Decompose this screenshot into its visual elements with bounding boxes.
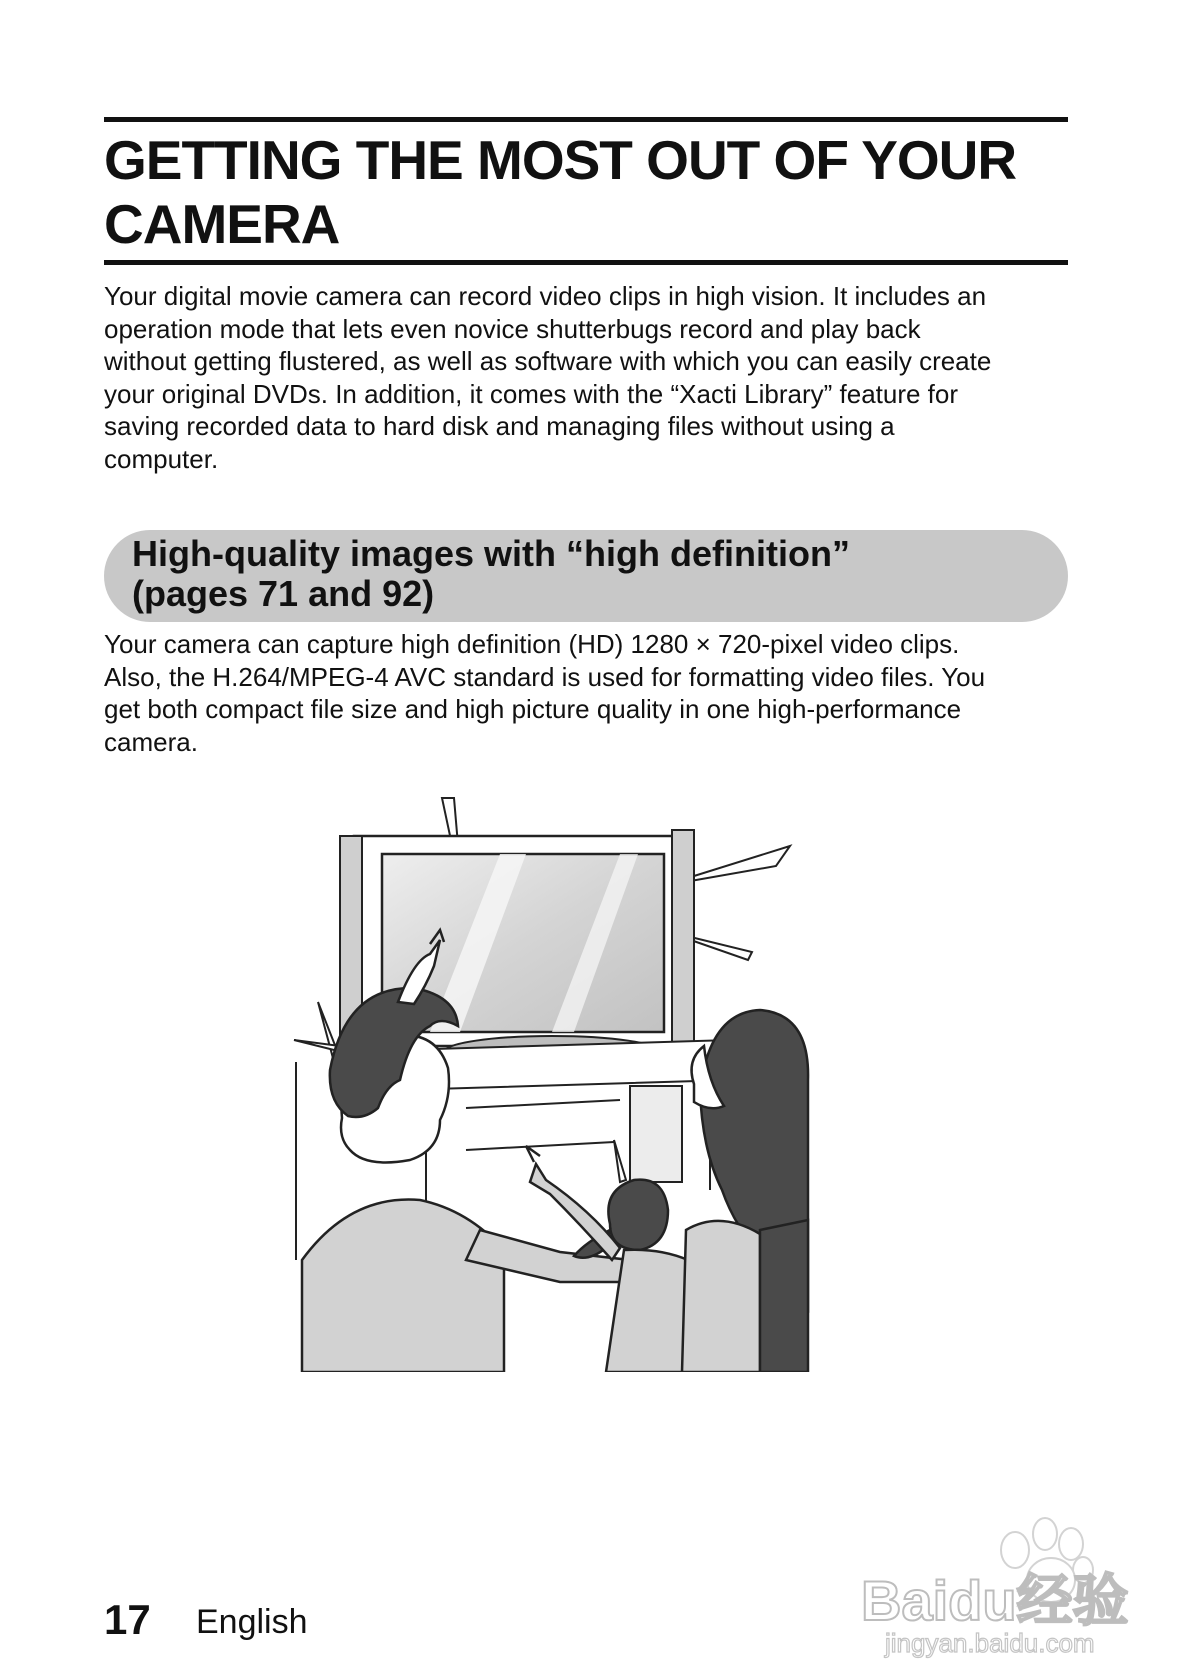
page-title: GETTING THE MOST OUT OF YOUR CAMERA — [104, 129, 1017, 255]
page-number: 17 — [104, 1596, 151, 1643]
intro-paragraph: Your digital movie camera can record video clips in high vision. It includes an operation mode that lets even novice shutterbugs record and play back without getting flustered, as well as software with which you can easily create your original DVDs. In addition, it comes with the “Xacti Library” feature for saving recorded data to hard disk and managing files without using a computer. — [104, 281, 992, 474]
watermark-url: jingyan.baidu.com — [885, 1628, 1095, 1658]
title-bottom-rule — [104, 260, 1068, 265]
title-top-rule — [104, 117, 1068, 122]
family-watching-tv-illustration — [290, 790, 880, 1372]
watermark-brand: Baidu经验 — [861, 1569, 1129, 1632]
baidu-jingyan-watermark — [855, 1510, 1145, 1660]
page-language: English — [196, 1603, 308, 1641]
woman-figure — [682, 1010, 808, 1372]
section-heading: High-quality images with “high definition” (pages 71 and 92) — [132, 533, 850, 614]
section-paragraph: Your camera can capture high definition (HD) 1280 × 720-pixel video clips. Also, the H.264/MPEG-4 AVC standard is used for formatting video files. You get both compact file size and high picture quality in one high-performance camera. — [104, 629, 986, 757]
